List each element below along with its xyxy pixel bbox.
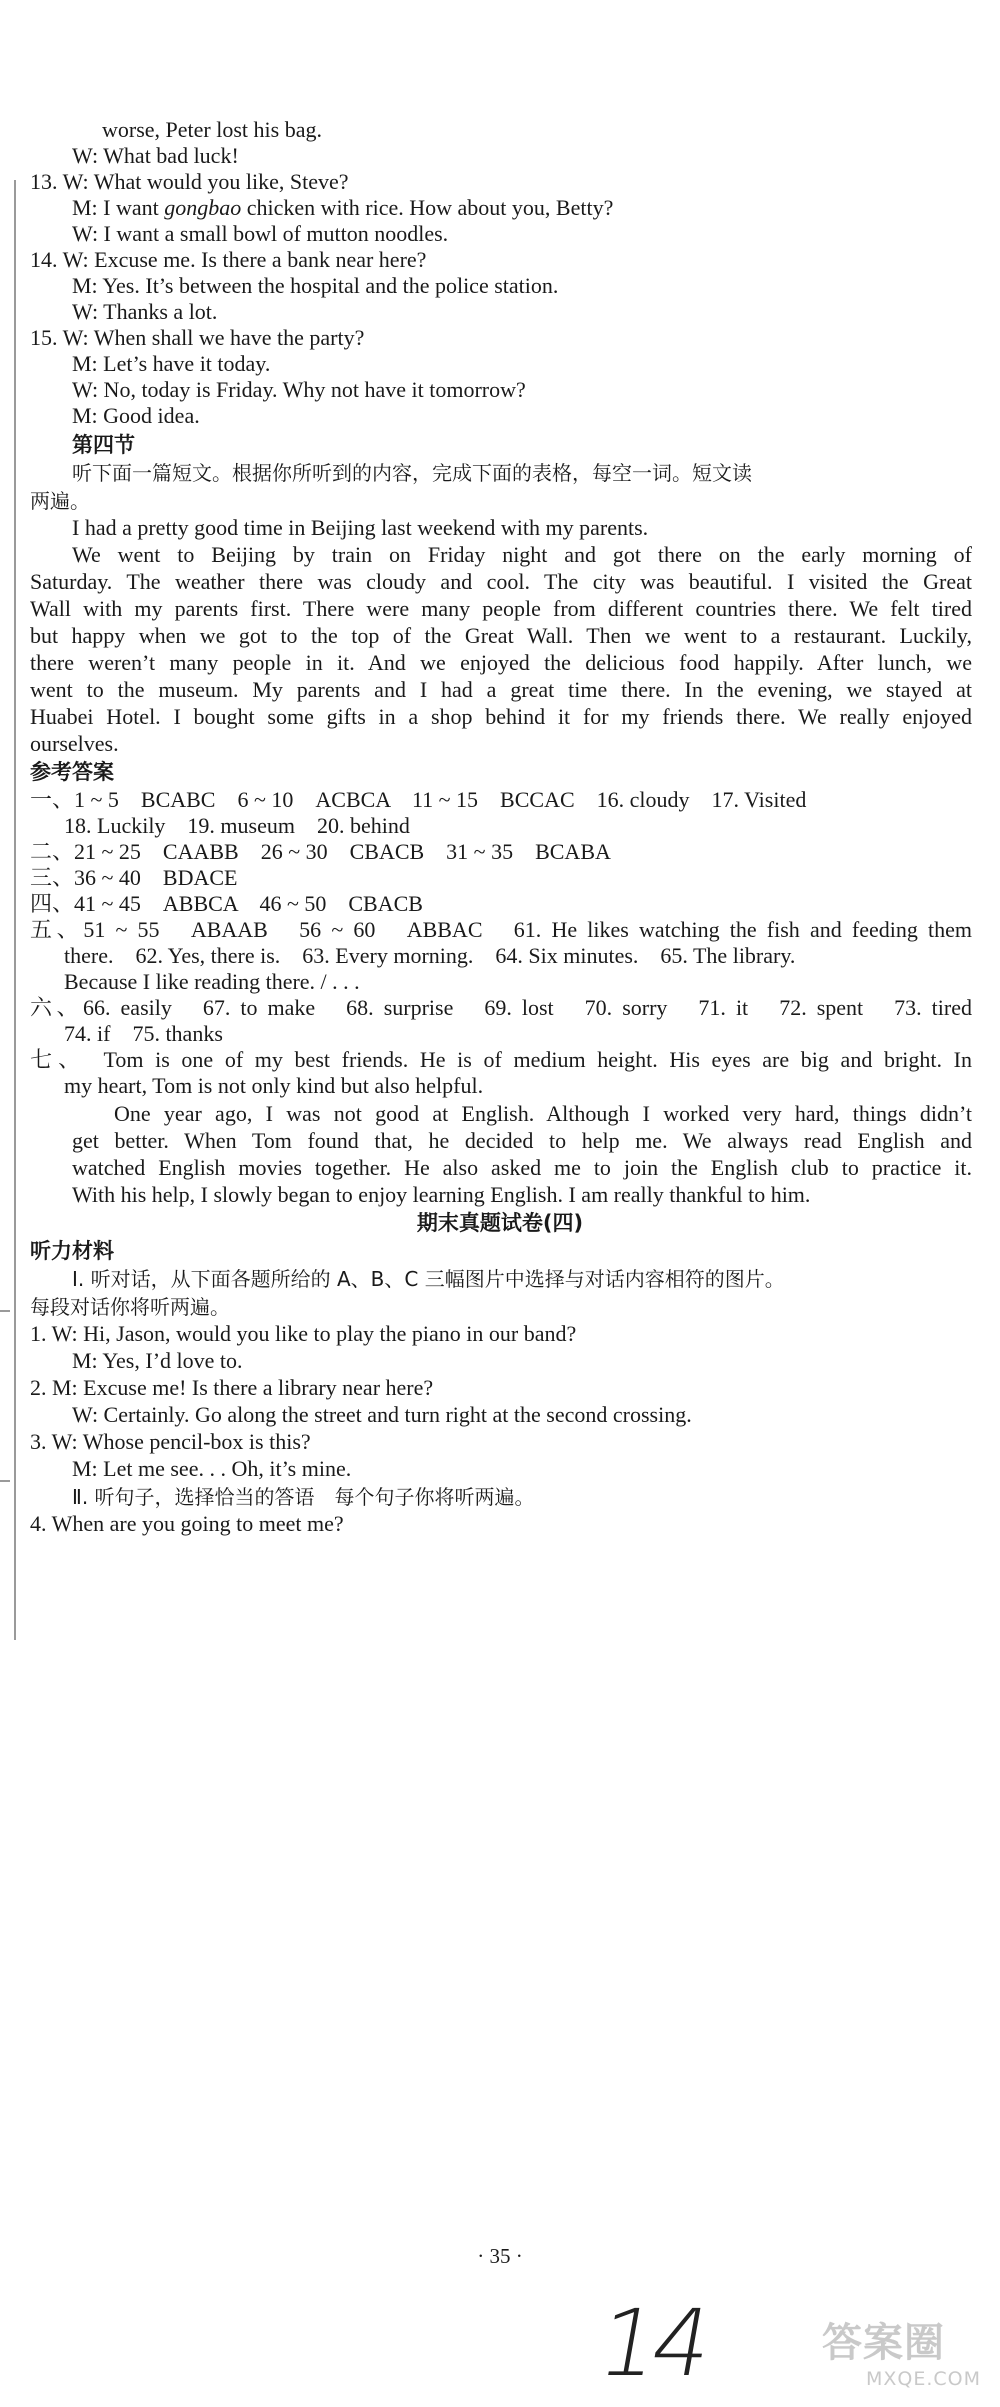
text-line: worse, Peter lost his bag. — [102, 117, 322, 142]
italic-word: gongbao — [164, 195, 242, 220]
text-line: M: Let me see. . . Oh, it’s mine. — [72, 1456, 352, 1481]
instruction-line: Ⅱ. 听句子，选择恰当的答语 每个句子你将听两遍。 — [72, 1485, 535, 1509]
answer-line: 二、21 ~ 25 CAABB 26 ~ 30 CBACB 31 ~ 35 BCABA — [30, 839, 611, 864]
passage-line: Wall with my parents first. There were many people from different countries there. We felt tired — [30, 596, 972, 621]
passage-line: ourselves. — [30, 731, 119, 756]
passage-line: I had a pretty good time in Beijing last weekend with my parents. — [72, 515, 649, 540]
handwritten-number: 14 — [590, 2290, 715, 2397]
text-line: W: No, today is Friday. Why not have it tomorrow? — [72, 377, 526, 402]
text-line: M: Good idea. — [72, 403, 200, 428]
text-line: 14. W: Excuse me. Is there a bank near here? — [30, 247, 427, 272]
answer-line: there. 62. Yes, there is. 63. Every morning. 64. Six minutes. 65. The library. — [64, 943, 796, 968]
text-line: 13. W: What would you like, Steve? — [30, 169, 349, 194]
text-line: 4. When are you going to meet me? — [30, 1511, 344, 1536]
instruction-line: 听下面一篇短文。根据你所听到的内容，完成下面的表格，每空一词。短文读 — [72, 461, 752, 485]
text-span: M: I want — [72, 195, 165, 220]
text-line: 1. W: Hi, Jason, would you like to play the piano in our band? — [30, 1321, 577, 1346]
text-line: W: Certainly. Go along the street and turn right at the second crossing. — [72, 1402, 692, 1427]
passage-line: We went to Beijing by train on Friday night and got there on the early morning of — [72, 542, 972, 567]
passage-line: there weren’t many people in it. And we enjoyed the delicious food happily. After lunch, we — [30, 650, 972, 675]
instruction-line: Ⅰ. 听对话，从下面各题所给的 A、B、C 三幅图片中选择与对话内容相符的图片。 — [72, 1267, 785, 1291]
passage-line: but happy when we got to the top of the Great Wall. Then we went to a restaurant. Luckily, — [30, 623, 972, 648]
answer-line: get better. When Tom found that, he decided to help me. We always read English and — [72, 1128, 972, 1153]
text-line: M: Let’s have it today. — [72, 351, 271, 376]
text-line: M: Yes, I’d love to. — [72, 1348, 243, 1373]
answer-line: Because I like reading there. / . . . — [64, 969, 360, 994]
page-number: · 35 · — [477, 2244, 523, 2268]
exam-title: 期末真题试卷(四) — [416, 1211, 584, 1235]
answer-line: 18. Luckily 19. museum 20. behind — [64, 813, 410, 838]
watermark-text: 答案圈 — [822, 2320, 945, 2366]
text-line — [0, 194, 1000, 222]
answer-line: 74. if 75. thanks — [64, 1021, 223, 1046]
text-line: W: What bad luck! — [72, 143, 239, 168]
answer-line: 四、41 ~ 45 ABBCA 46 ~ 50 CBACB — [30, 891, 423, 916]
answer-line: 三、36 ~ 40 BDACE — [30, 865, 238, 890]
answer-line: One year ago, I was not good at English. Although I worked very hard, things didn’t — [114, 1101, 972, 1126]
watermark-site: MXQE.COM — [865, 2368, 981, 2390]
answer-line: With his help, I slowly began to enjoy learning English. I am really thankful to him. — [72, 1182, 811, 1207]
answer-line: watched English movies together. He also asked me to join the English club to practice it. — [72, 1155, 972, 1180]
passage-line: Saturday. The weather there was cloudy and cool. The city was beautiful. I visited the Great — [30, 569, 972, 594]
text-line: W: Thanks a lot. — [72, 299, 218, 324]
answers-heading: 参考答案 — [30, 760, 114, 784]
text-line: 2. M: Excuse me! Is there a library near here? — [30, 1375, 434, 1400]
answer-line: 一、1 ~ 5 BCABC 6 ~ 10 ACBCA 11 ~ 15 BCCAC 16. cloudy 17. Visited — [30, 787, 807, 812]
answer-line: 七、 Tom is one of my best friends. He is of medium height. His eyes are big and bright. In — [30, 1047, 972, 1072]
answer-line: my heart, Tom is not only kind but also helpful. — [64, 1073, 484, 1098]
text-line: M: Yes. It’s between the hospital and the police station. — [72, 273, 559, 298]
text-line: 3. W: Whose pencil-box is this? — [30, 1429, 311, 1454]
instruction-line: 每段对话你将听两遍。 — [30, 1295, 230, 1319]
instruction-line: 两遍。 — [30, 489, 90, 513]
watermark-logo — [822, 2320, 987, 2398]
listening-heading: 听力材料 — [30, 1239, 114, 1263]
answer-line: 五、51 ~ 55 ABAAB 56 ~ 60 ABBAC 61. He likes watching the fish and feeding them — [30, 917, 972, 942]
text-span: chicken with rice. How about you, Betty? — [241, 195, 614, 220]
passage-line: went to the museum. My parents and I had a great time there. In the evening, we stayed at — [30, 677, 972, 702]
text-line: W: I want a small bowl of mutton noodles. — [72, 221, 449, 246]
passage-line: Huabei Hotel. I bought some gifts in a shop behind it for my friends there. We really enjoyed — [30, 704, 972, 729]
answer-line: 六、66. easily 67. to make 68. surprise 69. lost 70. sorry 71. it 72. spent 73. tired — [30, 995, 972, 1020]
text-line: 15. W: When shall we have the party? — [30, 325, 365, 350]
section-heading: 第四节 — [72, 433, 135, 457]
